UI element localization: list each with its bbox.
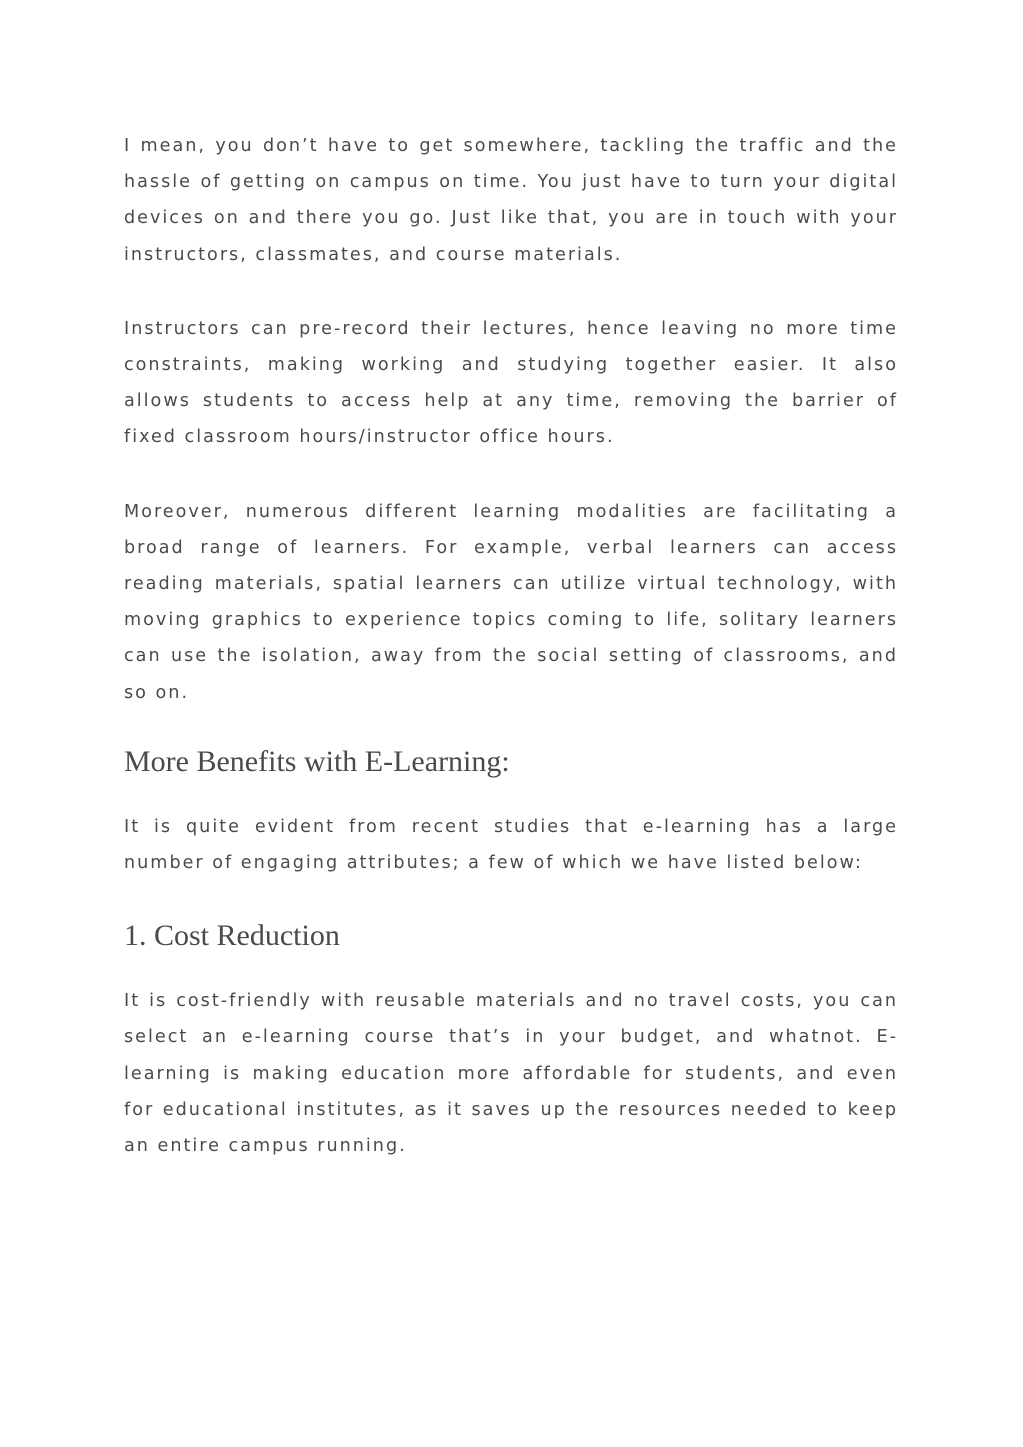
paragraph-learning-modalities: Moreover, numerous different learning modalities are facilitating a broad range of learners. For example, verbal learners can access reading materials, spatial learners can utilize virtual technology, with moving graphics to experience topics coming to life, solitary learners can use the isolation, away from the social setting of classrooms, and so on. [124,501,898,703]
section-heading-cost-reduction: 1. Cost Reduction [124,919,340,953]
paragraph-cost-reduction: It is cost-friendly with reusable materials and no travel costs, you can select an e-learning course that’s in your budget, and whatnot. E-learning is making education more affordable for students, and even for educational institutes, as it saves up the resources needed to keep an entire campus running. [124,991,898,1157]
paragraph-benefits-intro: It is quite evident from recent studies that e-learning has a large number of engaging attributes; a few of which we have listed below: [124,816,898,874]
document-page [124,128,898,1164]
paragraph-instructors: Instructors can pre-record their lectures, hence leaving no more time constraints, making working and studying together easier. It also allows students to access help at any time, removing the barrier of fixed classroom hours/instructor office hours. [124,318,898,448]
paragraph-commute: I mean, you don’t have to get somewhere, tackling the traffic and the hassle of getting on campus on time. You just have to turn your digital devices on and there you go. Just like that, you are in touch with your instructors, classmates, and course materials. [124,136,898,265]
section-heading-more-benefits: More Benefits with E-Learning: [124,744,510,778]
